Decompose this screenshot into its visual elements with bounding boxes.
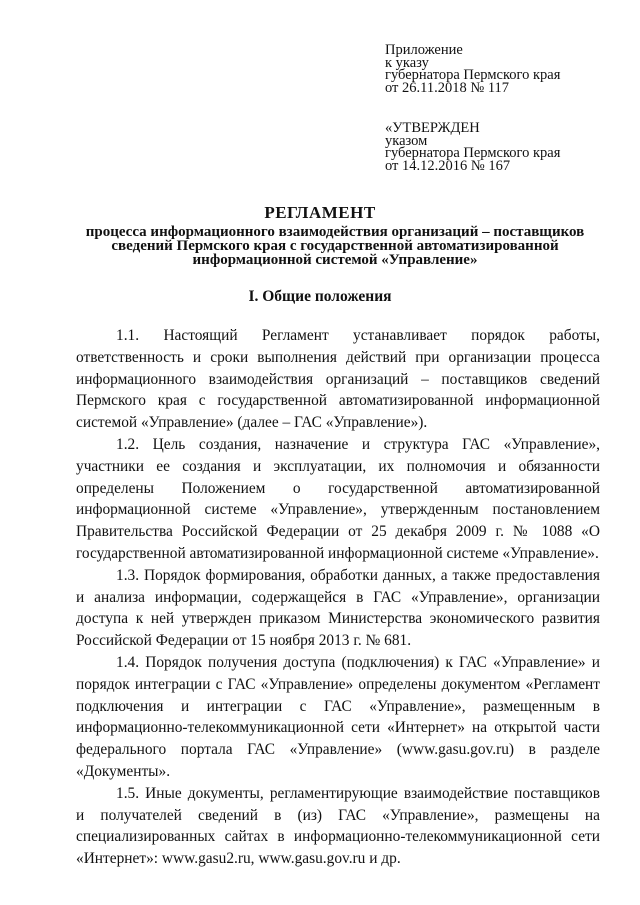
paragraph: 1.5. Иные документы, регламентирующие взаимодействие поставщиков и получателей сведений в (из) ГАС «Управление», размещены на специализированных сайтах в информационно-телекоммуникационной сети «Интернет»: www.gasu2.ru, www.gasu.gov.ru и др. <box>76 784 600 868</box>
attachment-line: от 26.11.2018 № 117 <box>385 79 510 96</box>
approval-line: указом <box>385 132 428 149</box>
approval-line: губернатора Пермского края <box>385 145 561 161</box>
paragraph: 1.3. Порядок формирования, обработки данных, а также предоставления и анализа информации, содержащейся в ГАС «Управление», организации доступа к ней утвержден приказом Министерства экономического развития Российской Федерации от 15 ноября 2013 г. № 681. <box>76 566 600 650</box>
attachment-line: Приложение <box>385 42 463 58</box>
document-subtitle: процесса информационного взаимодействия организаций – поставщиков сведений Пермского края с государственной автоматизированной информационной системой «Управление» <box>85 224 585 268</box>
document-body <box>76 325 600 870</box>
document-title: РЕГЛАМЕНТ <box>264 203 376 222</box>
approval-line: от 14.12.2016 № 167 <box>385 157 511 174</box>
section-heading: I. Общие положения <box>248 288 392 305</box>
approval-line: «УТВЕРЖДЕН <box>385 120 480 136</box>
attachment-line: к указу <box>385 54 429 71</box>
approval-note <box>385 122 605 172</box>
paragraph: 1.2. Цель создания, назначение и структура ГАС «Управление», участники ее создания и эксплуатации, их полномочия и обязанности определены Положением о государственной автоматизированной информационной системе «Управление», утвержденным постановлением Правительства Российской Федерации от 25 декабря 2009 г. № 1088 «О государственной автоматизированной информационной системе «Управление». <box>76 435 600 562</box>
attachment-note <box>385 44 605 94</box>
attachment-line: губернатора Пермского края <box>385 67 561 83</box>
paragraph: 1.1. Настоящий Регламент устанавливает порядок работы, ответственность и сроки выполнения действий при организации процесса информационного взаимодействия организаций – поставщиков сведений Пермского края с государственной автоматизированной информационной системой «Управление» (далее – ГАС «Управление»). <box>76 327 600 432</box>
paragraph: 1.4. Порядок получения доступа (подключения) к ГАС «Управление» и порядок интеграции с ГАС «Управление» определены документом «Регламент подключения и интеграции с ГАС «Управление», размещенным в информационно-телекоммуникационной сети «Интернет» на открытой части федерального портала ГАС «Управление» (www.gasu.gov.ru) в разделе «Документы». <box>76 653 600 780</box>
